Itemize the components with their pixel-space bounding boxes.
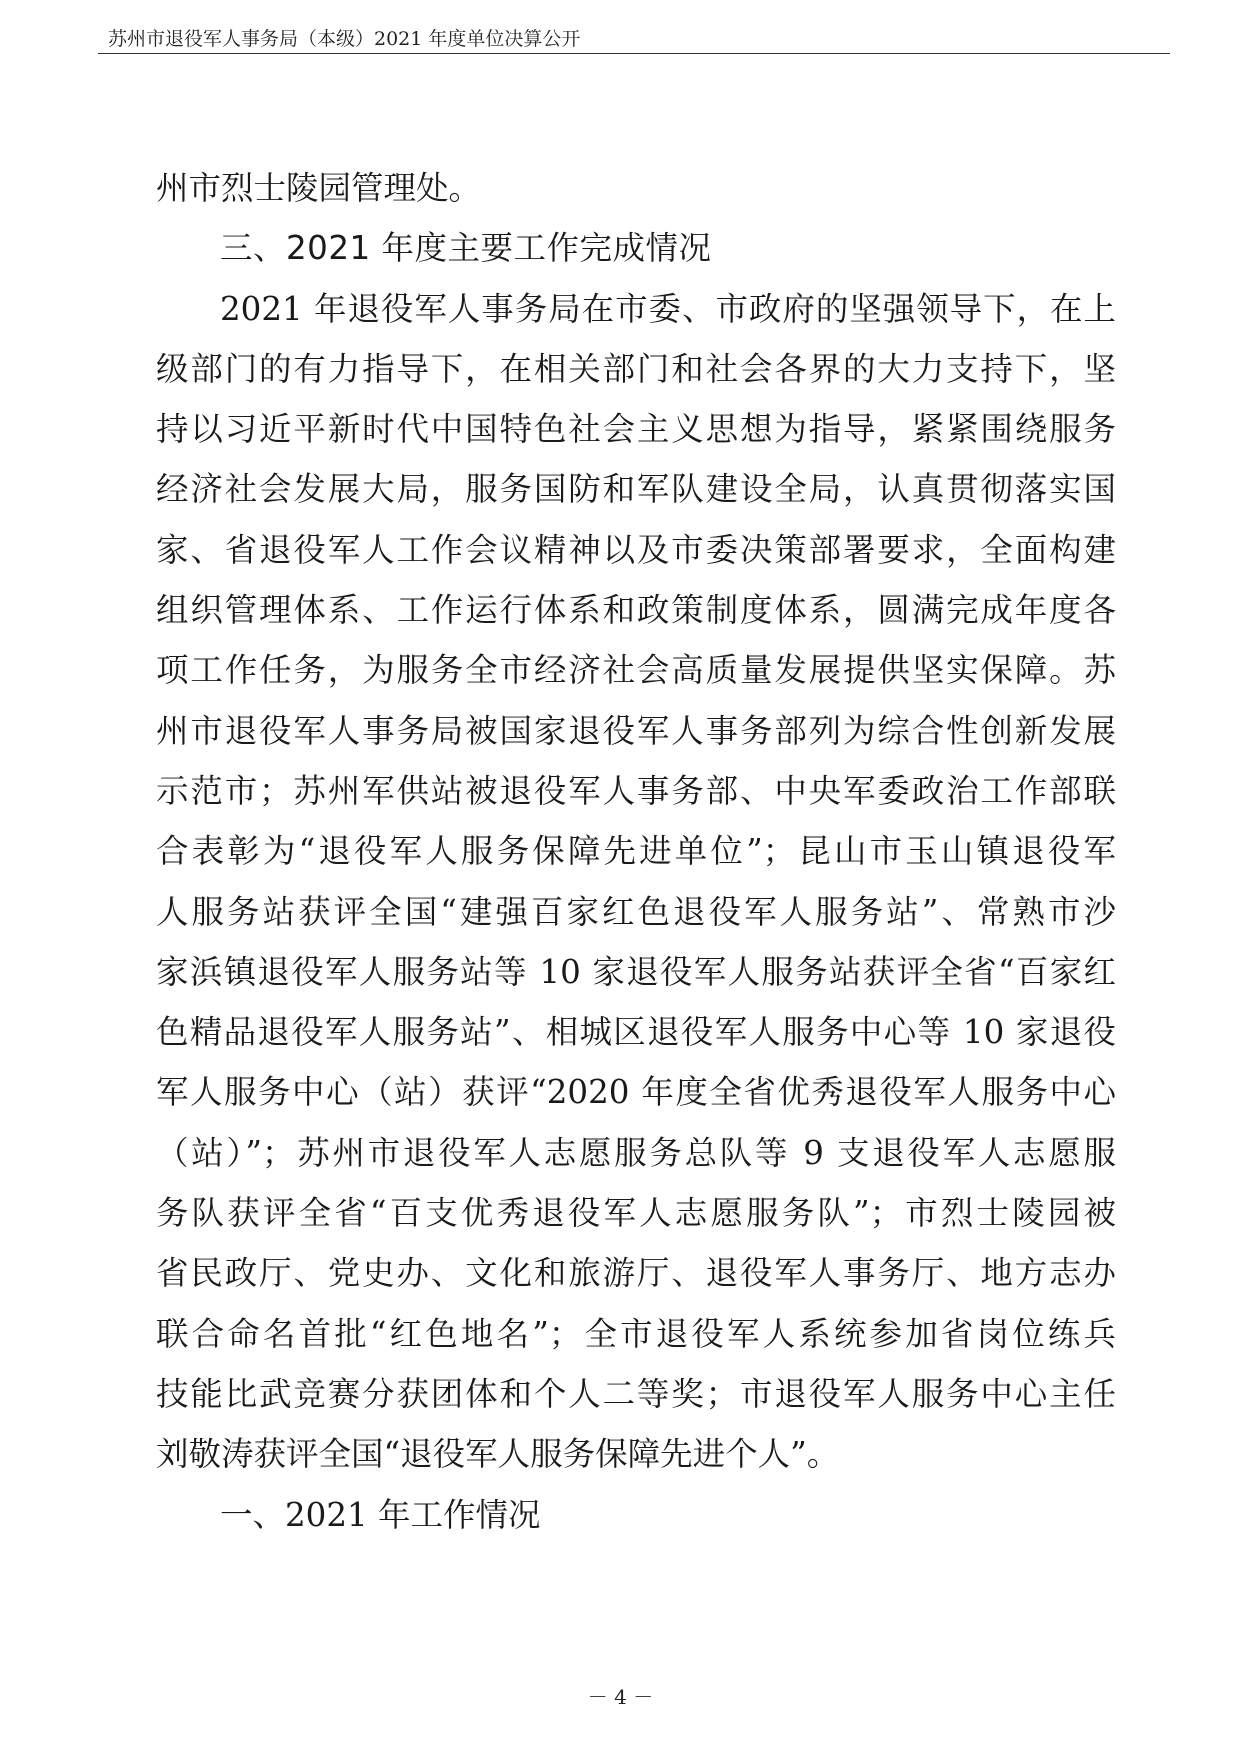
page-number: － 4 －	[587, 1685, 654, 1709]
paragraph-line: 组织管理体系、工作运行体系和政策制度体系，圆满完成年度各	[156, 591, 1116, 630]
paragraph-line-last: 刘敬涛获评全国“退役军人服务保障先进个人”。	[156, 1435, 840, 1474]
paragraph-line: 家浜镇退役军人服务站等 10 家退役军人服务站获评全省“百家红	[156, 952, 1116, 991]
paragraph-line: 持以习近平新时代中国特色社会主义思想为指导，紧紧围绕服务	[156, 410, 1116, 449]
paragraph-line: 2021 年退役军人事务局在市委、市政府的坚强领导下，在上	[220, 289, 1116, 328]
paragraph-line: 联合命名首批“红色地名”；全市退役军人系统参加省岗位练兵	[156, 1314, 1116, 1353]
paragraph-line: 州市退役军人事务局被国家退役军人事务部列为综合性创新发展	[156, 711, 1116, 750]
paragraph-line: 级部门的有力指导下，在相关部门和社会各界的大力支持下，坚	[156, 349, 1116, 388]
paragraph-line: 经济社会发展大局，服务国防和军队建设全局，认真贯彻落实国	[156, 470, 1116, 509]
paragraph-line: 务队获评全省“百支优秀退役军人志愿服务队”；市烈士陵园被	[156, 1194, 1116, 1233]
paragraph-line: 军人服务中心（站）获评“2020 年度全省优秀退役军人服务中心	[156, 1073, 1116, 1112]
paragraph-continuation-line: 州市烈士陵园管理处。	[156, 169, 482, 207]
paragraph-line: 技能比武竞赛分获团体和个人二等奖；市退役军人服务中心主任	[156, 1374, 1116, 1413]
subsection-heading: 一、2021 年工作情况	[220, 1495, 541, 1534]
paragraph-line: 项工作任务，为服务全市经济社会高质量发展提供坚实保障。苏	[156, 651, 1116, 690]
paragraph-line: 色精品退役军人服务站”、相城区退役军人服务中心等 10 家退役	[156, 1013, 1116, 1052]
paragraph-line: 示范市；苏州军供站被退役军人事务部、中央军委政治工作部联	[156, 771, 1116, 810]
document-body	[156, 158, 1116, 1545]
paragraph-line: 人服务站获评全国“建强百家红色退役军人服务站”、常熟市沙	[156, 892, 1116, 931]
paragraph-line: （站）”；苏州市退役军人志愿服务总队等 9 支退役军人志愿服	[156, 1133, 1116, 1172]
running-header: 苏州市退役军人事务局（本级）2021 年度单位决算公开	[108, 28, 581, 50]
paragraph-line: 省民政厅、党史办、文化和旅游厅、退役军人事务厅、地方志办	[156, 1254, 1116, 1293]
header-divider	[98, 53, 1170, 54]
paragraph-line: 家、省退役军人工作会议精神以及市委决策部署要求，全面构建	[156, 530, 1116, 569]
section-heading: 三、2021 年度主要工作完成情况	[220, 229, 712, 268]
paragraph-line: 合表彰为“退役军人服务保障先进单位”；昆山市玉山镇退役军	[156, 832, 1116, 871]
